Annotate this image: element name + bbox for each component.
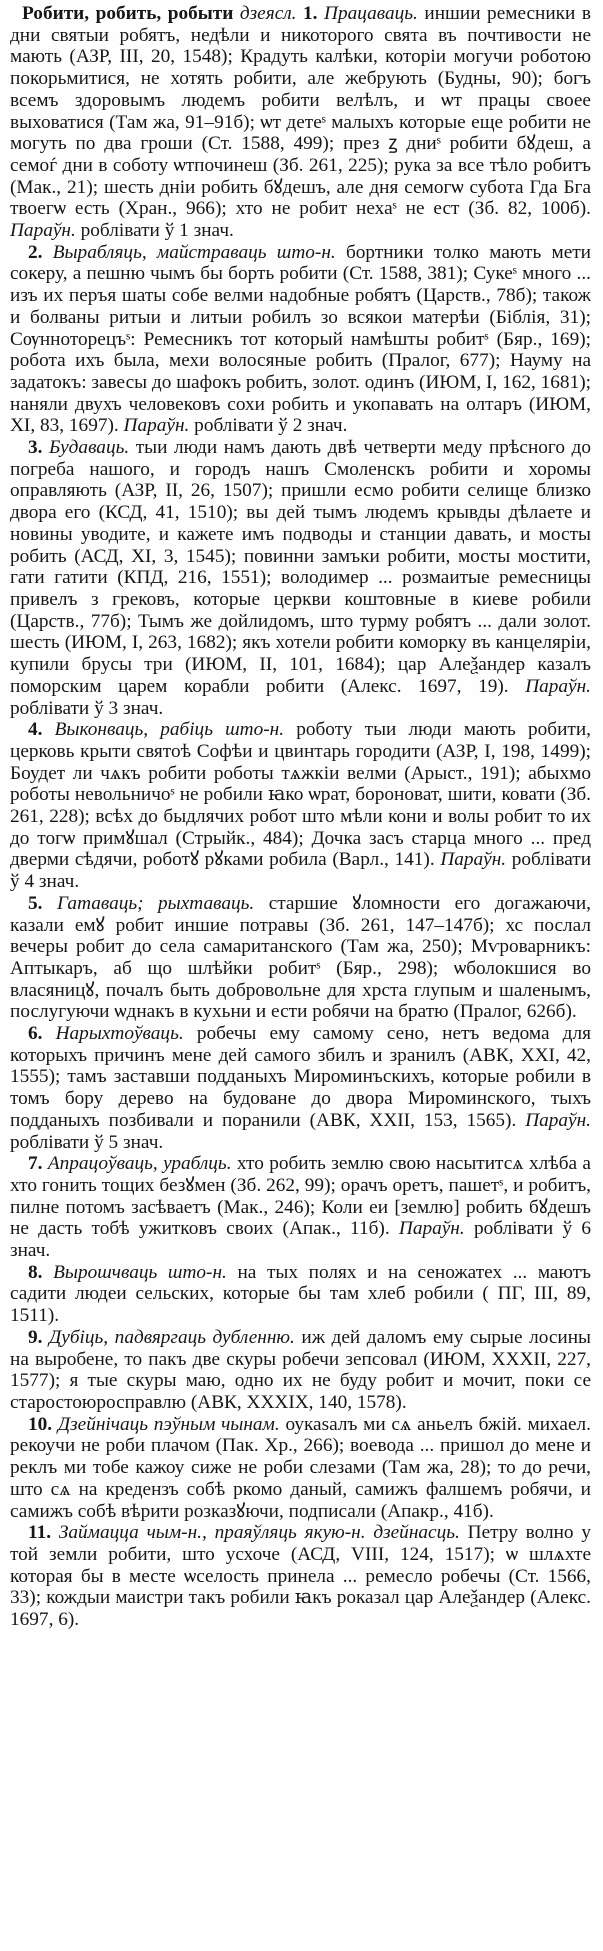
sense-gloss: Працаваць.: [324, 3, 418, 24]
sense-gloss: Нарыхтоўваць.: [55, 1023, 184, 1045]
sense-gloss: Дубіць, падвяргаць дубленню.: [49, 1326, 295, 1348]
entry-sense-5: [10, 893, 591, 1023]
sense-citations: Петру волно у той земли робити, што усхоче (АСД, VIII, 124, 1517); ѡ шлѧхте которая бы в месте ѡселость принела ... ремесло робечы (Ст. 1566, 33); кождыи маистри такъ робили ꙗкъ роказал цар Алеѯандер (Алекс. 1697, 6).: [10, 1522, 591, 1631]
entry-sense-2: [10, 242, 591, 437]
entry-sense-6: [10, 1023, 591, 1153]
sense-gloss: Займацца чым-н., праяўляць якую-н. дзейнасць.: [58, 1522, 460, 1544]
sense-citations: тыи люди намъ дають двѣ четверти меду прѣсного до погреба нашого, и городъ нашъ Смоленскъ робити и хоромы оправляють (АЗР, II, 26, 1507); пришли есмо робити селище близко двора его (КСД, 41, 1510); вы дей тымъ людемъ крывды дѣлаете и новины уводите, и кажете имъ подводы и станции давать, и мосты робить (АСД, XI, 3, 1545); повинни замъки робити, мосты мостити, гати гатити (КПД, 216, 1551); володимер ... розмаитые ремесницы привелъ з грековъ, которые церкви коштовные в киеве робили (Царств., 77б); Тымъ же дойлидомъ, што турму робятъ ... дали золот. шесть (ИЮМ, I, 263, 1682); якъ хотели робити коморку въ канцеляріи, купили брусы три (ИЮМ, II, 101, 1684); цар Алеѯандер казалъ поморским царем корабли робити (Алекс. 1697, 19).: [10, 437, 591, 697]
sense-gloss: Вырабляць, майстраваць што-н.: [52, 241, 336, 263]
sense-number: 7.: [28, 1153, 43, 1175]
sense-number: 1.: [303, 3, 318, 24]
cross-reference-label: Параўн.: [398, 1218, 465, 1240]
entry-sense-9: [10, 1327, 591, 1414]
sense-citations: роботу тыи люди мають робити, церковь крыти святоѣ Софѣи и цвинтарь городити (АЗР, I, 198, 1499); Боудет ли чѧкъ робити роботы тѧжкiи велми (Арыст., 191); абыхмо роботы невольничоˢ не робили ꙗко ѡрат, бороноват, шити, ковати (Зб. 261, 228); всѣх до быдлячих робот што мѣли кони и волы робит то их до тогѡ примꙋшал (Стрыйк., 484); Дочка засъ старца много ... пред дверми сѣдячи, роботꙋ рꙋками робила (Варл., 141).: [10, 719, 591, 871]
sense-gloss: Дзейнічаць пэўным чынам.: [57, 1413, 280, 1435]
cross-reference-text: роблівати ў 6 знач.: [10, 1218, 591, 1262]
cross-reference-label: Параўн.: [10, 220, 76, 242]
sense-citations: робечы ему самому сено, нетъ ведома для которыхъ причинъ мене дей самого збилъ и зранилъ (АВК, XXI, 42, 1555); тамъ заставши подданыхъ Мироминъскихъ, которые робили в томъ бору дерево на будоване до двора Мироминского, тыхъ подданыхъ позбивали и поранили (АВК, XXII, 153, 1565).: [10, 1023, 591, 1131]
sense-gloss: Выконваць, рабіць што-н.: [54, 719, 285, 741]
sense-number: 10.: [28, 1413, 53, 1435]
cross-reference-label: Параўн.: [123, 415, 190, 437]
cross-reference-label: Параўн.: [525, 675, 591, 697]
entry-sense-4: [10, 719, 591, 893]
cross-reference-text: роблівати ў 1 знач.: [80, 220, 234, 242]
sense-number: 11.: [28, 1522, 52, 1544]
sense-number: 8.: [28, 1261, 43, 1283]
cross-reference-text: роблівати ў 2 знач.: [194, 415, 348, 437]
entry-sense-8: [10, 1262, 591, 1327]
entry-sense-7: [10, 1153, 591, 1262]
sense-number: 4.: [28, 719, 43, 741]
sense-gloss: Вырошчваць што-н.: [53, 1261, 227, 1283]
sense-gloss: Будаваць.: [49, 437, 130, 459]
entry-sense-3: [10, 437, 591, 719]
cross-reference-label: Параўн.: [440, 849, 507, 871]
sense-citations: старшие ꙋломности его догажаючи, казали емꙋ робит иншие потравы (Зб. 261, 147–147б); хс послал вечеры робит до села самаританского (Там жа, 250); Мѵроварникъ: Аптыкаръ, аб що шлѣйки робитˢ (Бяр., 298); ѡболокшися во власяницꙋ, почалъ быть добровольне для хрста глупым и шаленымъ, послугуючи ѡднакъ в кухьни и ести робячи на братю (Пралог, 626б).: [10, 892, 592, 1023]
entry-sense-10: [10, 1414, 591, 1523]
entry-headword: Робити, робить, робыти: [22, 3, 234, 24]
entry-sense-11: [10, 1522, 591, 1631]
sense-number: 3.: [28, 437, 43, 459]
cross-reference-label: Параўн.: [525, 1109, 591, 1131]
sense-citations: бортники толко мають мети сокеру, а пешню чымъ бы борть робити (Ст. 1588, 381); Сукеˢ много ... изъ их перъя шаты собе велми надобные робятъ (Царств., 78б); також и болваны ритыи и литыи робилъ зо всякои матерѣи (Біблія, 31); Сѹнноторецъˢ: Ремесникъ тот который намѣшты робитˢ (Бяр., 169); робота ихъ была, мехи волосяные робить (Пралог, 677); Науму на задатокъ: завесы до шафокъ робить, золот. одинъ (ИЮМ, I, 162, 1681); наняли двухъ человековъ сохи робить и укопавать на олтаръ (ИЮМ, XI, 83, 1697).: [10, 241, 591, 437]
entry-sense-1: [10, 3, 591, 242]
sense-gloss: Апрацоўваць, ураблць.: [47, 1153, 232, 1175]
sense-citations: иж дей даломъ ему сырые лосины на выробене, то пакъ две скуры робечи зепсовал (ИЮМ, XXXII, 227, 1577); я тые скуры маю, одно их не буду робит и мочит, поки се старостоюросправлю (АВК, XXXIX, 140, 1578).: [10, 1326, 591, 1413]
sense-citations: хто робить землю свою насытитсѧ хлѣба а хто гонить тощих безꙋмен (Зб. 262, 99); орачъ оретъ, пашетˢ, и робитъ, пилне потомъ засѣваетъ (Мак., 246); Коли еи [землю] робить бꙋдешъ не дасть тобѣ ужитковъ своих (Апак., 11б).: [10, 1153, 591, 1240]
cross-reference-text: роблівати ў 4 знач.: [10, 849, 592, 893]
sense-number: 5.: [28, 892, 43, 914]
cross-reference-text: роблівати ў 5 знач.: [10, 1131, 164, 1153]
sense-citations: оукаѕалъ ми сѧ аньелъ бжій. михаел. рекоучи не роби плачом (Пак. Хр., 266); воевода ... пришол до мене и реклъ ми тобе кажоу сиже не роби слезами (Там жа, 28); то до речи, што сѧ на кредензъ собѣ ркомо даный, самижъ фалшемъ робячи, и самижъ собѣ вѣрити розказꙋючи, подписали (Апакр., 41б).: [10, 1413, 591, 1522]
sense-number: 9.: [28, 1326, 43, 1348]
sense-number: 6.: [28, 1023, 43, 1045]
sense-citations: на тых полях и на сеножатех ... маютъ садити людеи сельских, которые бы там хлеб робили ( ПГ, III, 89, 1511).: [10, 1261, 591, 1327]
cross-reference-text: роблівати ў 3 знач.: [10, 697, 164, 719]
part-of-speech-label: дзеясл.: [239, 3, 297, 24]
sense-gloss: Гатаваць; рыхтаваць.: [56, 892, 255, 914]
sense-number: 2.: [28, 241, 43, 263]
sense-citations: иншии ремесники в дни святыи робятъ, недѣли и никоторого свята въ почтивости не мають (АЗР, III, 20, 1548); Крадуть калѣки, которіи могучи роботою покорьмитися, не хотять робити, але жебрують (Будны, 90); богъ всемъ здоровымъ людемъ робити велѣлъ, и ѡт працы своее выховатися (Там жа, 91–91б); ѡт детеˢ малыхъ которые еще робити не могуть по два гроши (Ст. 1588, 499); през ꙁ дниˢ робити бꙋдеш, а семоѓ дни в соботу ѡтпочинеш (Зб. 261, 225); рука за все тѣло робитъ (Мак., 21); шесть днiи робить бꙋдешъ, але дня семогѡ субота Гда Бга твоегѡ есть (Хран., 966); хто не робит нехаˢ не ест (Зб. 82, 100б).: [10, 3, 591, 220]
